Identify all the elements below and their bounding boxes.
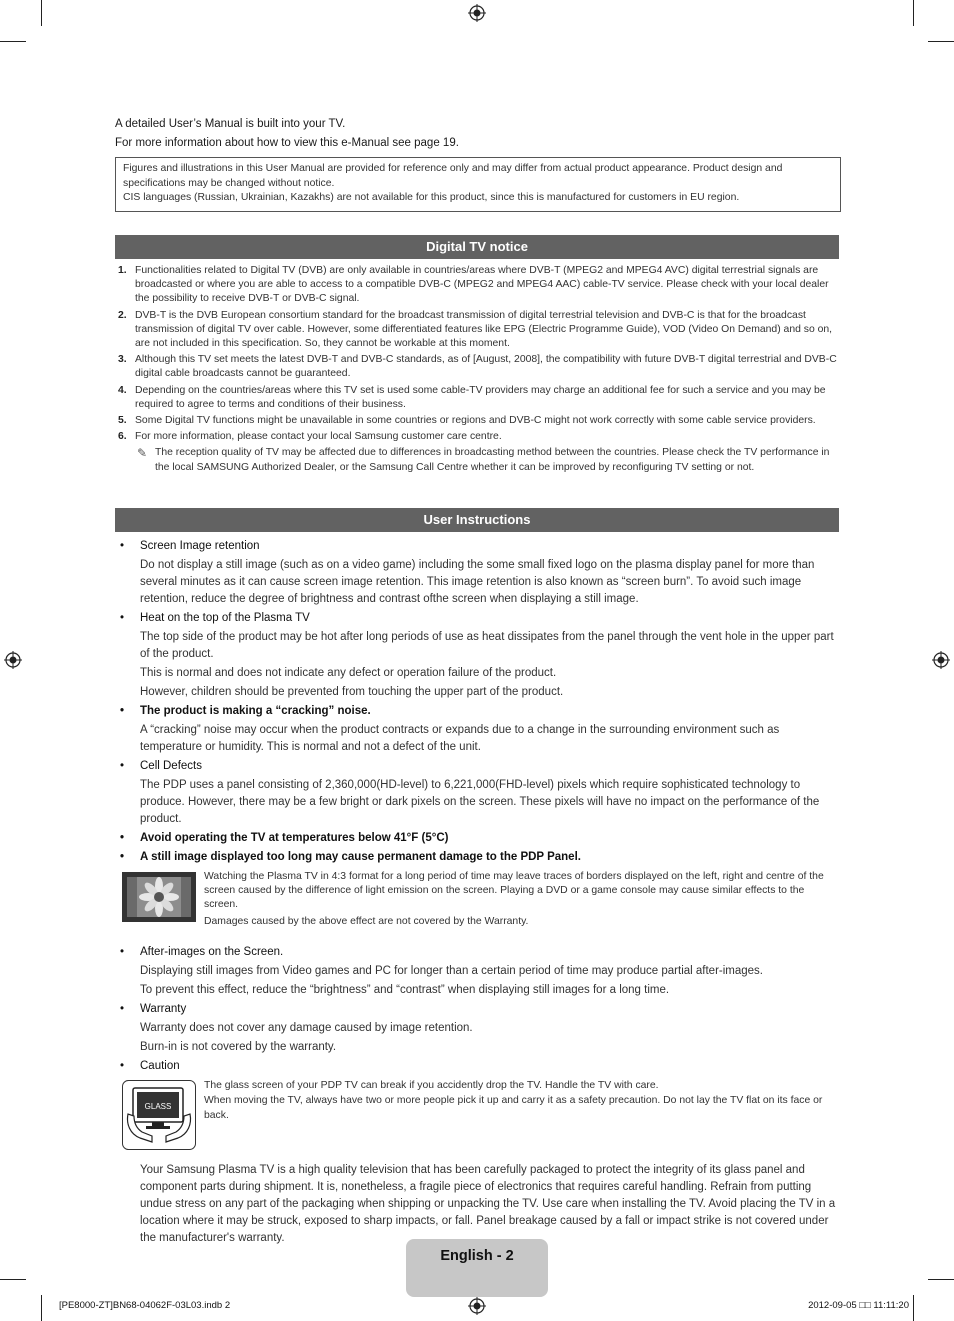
topic-text: A “cracking” noise may occur when the product contracts or expands due to a change in the surrounding environment such as temperature or humidity. This is normal and not a defect of the unit. xyxy=(140,724,780,753)
bullet-icon: • xyxy=(120,946,125,958)
glass-label: GLASS xyxy=(144,1102,172,1111)
intro-block xyxy=(115,115,835,153)
figure-caption: Watching the Plasma TV in 4:3 format for a long period of time may leave traces of borders displayed on the left, right and centre of the screen caused by the difference of light emission on the screen. Playing a DVD or a game console may cause similar effects to the screen. Damages caused by the above effect are not covered by the Warranty. xyxy=(204,871,824,927)
topic-heading: • Cell Defects xyxy=(115,758,839,775)
crop-mark xyxy=(928,41,954,42)
note: ✎ The reception quality of TV may be affected due to differences in broadcasting method between the countries. Please check the TV performance in the local SAMSUNG Authorized Dealer, or the Samsung Call Centre whether it can be improved by reconfiguring TV setting or not. xyxy=(137,446,830,473)
registration-mark-icon xyxy=(468,1297,486,1315)
pencil-note-icon: ✎ xyxy=(137,446,148,461)
topic-heading: • The product is making a “cracking” noise. xyxy=(115,703,839,720)
list-item: 1. Functionalities related to Digital TV (DVB) are only available in countries/areas where DVB-T (MPEG2 and MPEG4 AVC) digital terrestrial signals are broadcasted or where you are able to access to a compatible DVB-C (MPEG2 and MPEG4 AAC) cable-TV service. Please check with your local dealer the possibility to receive DVB-T or DVB-C signal. xyxy=(118,265,829,305)
topic-heading: • Warranty xyxy=(115,1001,839,1018)
bullet-icon: • xyxy=(120,540,125,552)
caution-text: The glass screen of your PDP TV can break if you accidently drop the TV. Handle the TV with care. When moving the TV, always have two or more people pick it up and carry it as a safety precaution. Do not lay the TV flat on its face or back. xyxy=(204,1080,823,1121)
footer-filename: [PE8000-ZT]BN68-04062F-03L03.indb 2 xyxy=(59,1300,231,1311)
crop-mark xyxy=(0,1279,26,1280)
topic-text: To prevent this effect, reduce the “brightness” and “contrast” when displaying still images for a long time. xyxy=(140,984,670,996)
list-item: 2. DVB-T is the DVB European consortium standard for the broadcast transmission of digital terrestrial television and DVB-C is that for the broadcast transmission of digital TV over cable. However, some differentiated features like EPG (Electric Programme Guide), VOD (Video On Demand) and so on, are not included in this specification. So, they cannot be workable at this moment. xyxy=(118,309,833,350)
section-header-user-instructions: User Instructions xyxy=(115,508,839,532)
flower-screen-image xyxy=(122,872,196,922)
topic-heading: • After-images on the Screen. xyxy=(115,944,839,961)
disclaimer-text: CIS languages (Russian, Ukrainian, Kazakhs) are not available for this product, since this is manufactured for customers in EU region. xyxy=(123,192,740,203)
crop-mark xyxy=(913,1295,914,1321)
topic-text: However, children should be prevented from touching the upper part of the product. xyxy=(140,686,564,698)
bullet-icon: • xyxy=(120,612,125,624)
footer-timestamp: 2012-09-05 □□ 11:11:20 xyxy=(808,1300,909,1311)
glass-tv-hands-image xyxy=(122,1080,196,1150)
topic-text: Displaying still images from Video games and PC for longer than a certain period of time may produce partial after-images. xyxy=(140,965,764,977)
topic-text: Do not display a still image (such as on a video game) including the some small fixed logo on the plasma display panel for more than several minutes as it can cause screen image retention. This image retention is also known as “screen burn”. To avoid such image retention, reduce the degree of brightness and contrast ofthe screen when displaying a still image. xyxy=(140,559,815,605)
disclaimer-text: Figures and illustrations in this User Manual are provided for reference only and may differ from actual product appearance. Product design and specifications may be changed without notice. xyxy=(123,163,783,189)
crop-mark xyxy=(0,41,26,42)
bullet-icon: • xyxy=(120,760,125,772)
registration-mark-icon xyxy=(932,651,950,669)
topic-heading: • Caution xyxy=(115,1058,839,1075)
registration-mark-icon xyxy=(468,4,486,22)
topic-heading: • Avoid operating the TV at temperatures below 41°F (5°C) xyxy=(115,830,839,847)
closing-paragraph: Your Samsung Plasma TV is a high quality television that has been carefully packaged to protect the integrity of its glass panel and component parts during shipment. It is, nonetheless, a fragile piece of electronics that requires careful handling. Refrain from putting undue stress on any part of the packaging when shipping or unpacking the TV. Use care when installing the TV. Avoid placing the TV in a location where it may be struck, exposed to sharp impacts, or fall. Panel breakage caused by a fall or impact strike is not covered under the manufacturer's warranty. xyxy=(140,1164,836,1244)
user-instructions-body xyxy=(115,538,839,1247)
caution-row xyxy=(115,1078,839,1154)
list-item: 5. Some Digital TV functions might be unavailable in some countries or regions and DVB-C might not work correctly with some cable service providers. xyxy=(118,415,816,427)
crop-mark xyxy=(41,0,42,26)
topic-heading: • Screen Image retention xyxy=(115,538,839,555)
list-item: 4. Depending on the countries/areas where this TV set is used some cable-TV providers may charge an additional fee for such a service and you may be required to agree to terms and conditions of their business. xyxy=(118,384,826,410)
topic-text: The PDP uses a panel consisting of 2,360,000(HD-level) to 6,221,000(FHD-level) pixels which require sophisticated technology to produce. However, there may be a few bright or dark pixels on the screen. These pixels will have no impact on the performance of the product. xyxy=(140,779,820,825)
bullet-icon: • xyxy=(120,705,125,717)
registration-mark-icon xyxy=(4,651,22,669)
topic-text: Warranty does not cover any damage caused by image retention. xyxy=(140,1022,473,1034)
bullet-icon: • xyxy=(120,1003,125,1015)
figure-row xyxy=(115,870,839,940)
intro-line: For more information about how to view this e-Manual see page 19. xyxy=(115,137,459,149)
page-number-tab: English - 2 xyxy=(406,1239,548,1297)
list-item: 3. Although this TV set meets the latest DVB-T and DVB-C standards, as of [August, 2008], the compatibility with future DVB-T digital terrestrial and DVB-C digital cable broadcasts cannot be guaranteed. xyxy=(118,354,837,380)
list-item: 6. For more information, please contact your local Samsung customer care centre. xyxy=(118,431,502,443)
topic-heading: • A still image displayed too long may cause permanent damage to the PDP Panel. xyxy=(115,849,839,866)
bullet-icon: • xyxy=(120,1060,125,1072)
topic-heading: • Heat on the top of the Plasma TV xyxy=(115,610,839,627)
topic-text: This is normal and does not indicate any defect or operation failure of the product. xyxy=(140,667,557,679)
bullet-icon: • xyxy=(120,832,125,844)
intro-line: A detailed User’s Manual is built into your TV. xyxy=(115,118,346,130)
crop-mark xyxy=(913,0,914,26)
topic-text: The top side of the product may be hot after long periods of use as heat dissipates from the panel through the vent hole in the upper part of the product. xyxy=(140,631,834,660)
bullet-icon: • xyxy=(120,851,125,863)
topic-text: Burn-in is not covered by the warranty. xyxy=(140,1041,337,1053)
disclaimer-box xyxy=(115,157,841,212)
crop-mark xyxy=(41,1295,42,1321)
section-header-digital-tv: Digital TV notice xyxy=(115,235,839,259)
crop-mark xyxy=(928,1279,954,1280)
digital-tv-list xyxy=(115,264,839,475)
